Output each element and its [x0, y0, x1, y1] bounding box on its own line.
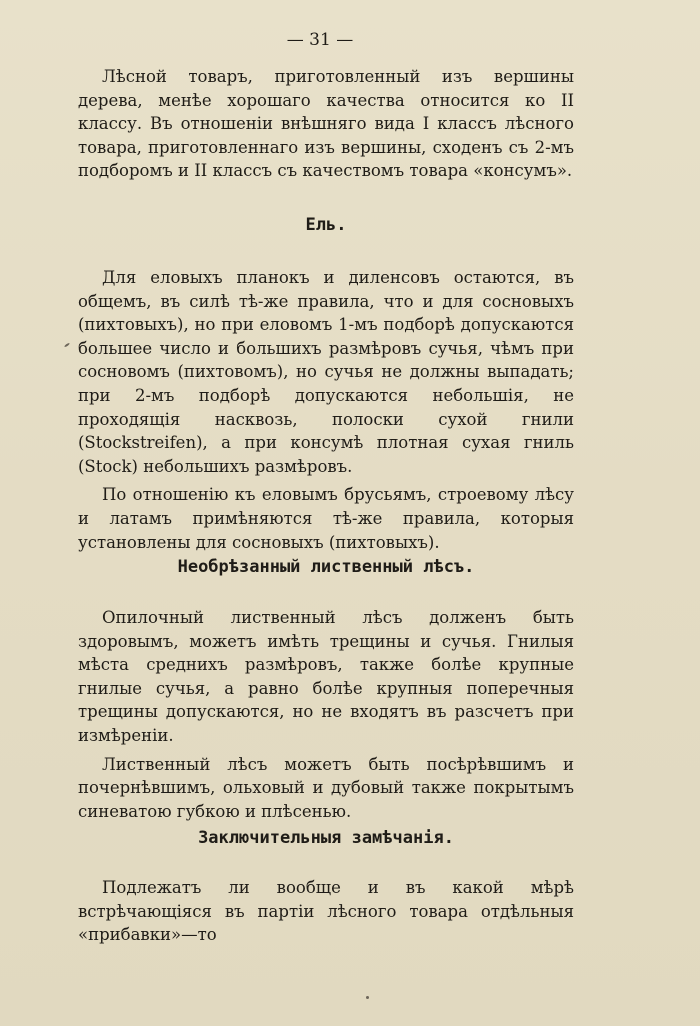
section-heading-spruce: Ель. — [305, 215, 347, 235]
section-heading-conclusion: Заключительныя замѣчанія. — [198, 828, 454, 848]
paper-mark — [64, 342, 70, 347]
paper-speck — [366, 996, 369, 999]
paragraph: Лѣсной товаръ, приготовленный изъ вершины дерева, менѣе хорошаго качества относится ко II классу. Въ отношеніи внѣшняго вида I классъ лѣсного товара, приготовленнаго изъ вершины, сходенъ съ 2-мъ подборомъ и II классъ съ качествомъ товара «консумъ». — [78, 67, 574, 181]
spruce-block — [78, 266, 574, 554]
paragraph: Опилочный лиственный лѣсъ долженъ быть здоровымъ, можетъ имѣть трещины и сучья. Гнилыя мѣста среднихъ размѣровъ, также болѣе крупные гнилые сучья, а равно болѣе крупныя поперечныя трещины допускаются, но не входятъ въ разсчетъ при измѣреніи. — [78, 608, 574, 745]
hardwood-block — [78, 606, 574, 823]
paragraph: Для еловыхъ планокъ и диленсовъ остаются, въ общемъ, въ силѣ тѣ-же правила, что и для сосновыхъ (пихтовыхъ), но при еловомъ 1-мъ подборѣ допускаются большее число и большихъ размѣровъ сучья, чѣмъ при сосновомъ (пихтовомъ), но сучья не должны выпадать; при 2-мъ подборѣ допускаются небольшія, не проходящія насквозь, полоски сухой гнили (Stockstreifen), а при консумѣ плотная сухая гниль (Stock) небольшихъ размѣровъ. — [78, 268, 574, 476]
paragraph: Подлежатъ ли вообще и въ какой мѣрѣ встрѣчающіяся въ партіи лѣсного товара отдѣльныя «прибавки»—то — [78, 878, 574, 945]
paragraph: По отношенію къ еловымъ брусьямъ, строевому лѣсу и латамъ примѣняются тѣ-же правила, которыя установлены для сосновыхъ (пихтовыхъ). — [78, 485, 574, 552]
intro-block — [78, 65, 574, 183]
paragraph: Лиственный лѣсъ можетъ быть посѣрѣвшимъ и почернѣвшимъ, ольховый и дубовый также покрытымъ синеватою губкою и плѣсенью. — [78, 754, 574, 821]
conclusion-block — [78, 876, 574, 947]
section-heading-hardwood: Необрѣзанный лиственный лѣсъ. — [177, 557, 475, 577]
page-number: — 31 — — [286, 30, 354, 50]
